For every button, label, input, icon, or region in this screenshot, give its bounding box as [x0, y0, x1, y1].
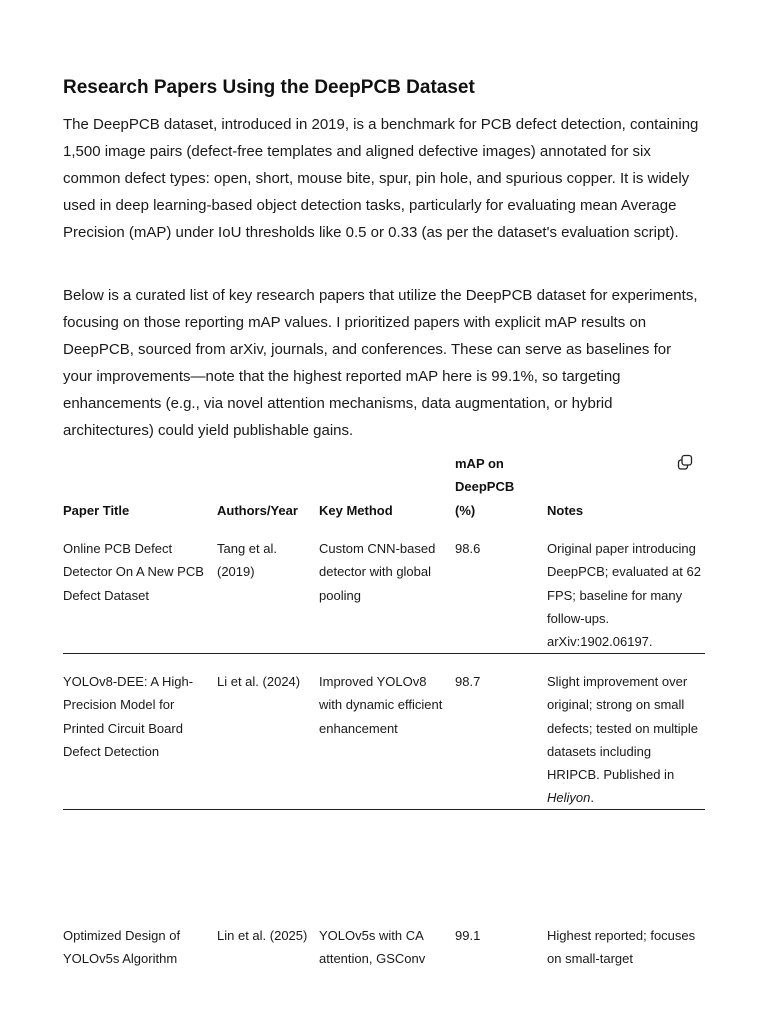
header-paper-title: Paper Title — [63, 503, 130, 518]
row-divider — [63, 653, 705, 654]
table-row-3-title: Optimized Design of YOLOv5s Algorithm — [63, 928, 181, 967]
table-row-1-map: 98.6 — [455, 541, 481, 556]
notes-suffix: . — [590, 790, 594, 806]
header-map: mAP on DeepPCB (%) — [455, 456, 515, 518]
table-row-3 — [63, 924, 705, 967]
header-authors-year: Authors/Year — [217, 503, 298, 518]
notes-text: Slight improvement over original; strong on small defects; tested on multiple datasets including HRIPCB. Published in — [547, 674, 699, 783]
list-paragraph: Below is a curated list of key research papers that utilize the DeepPCB dataset for experiments, focusing on those reporting mAP values. I prioritized papers with explicit mAP results on DeepPCB, sourced from arXiv, journals, and conferences. These can serve as baselines for your improvements—note that the highest reported mAP here is 99.1%, so targeting enhancements (e.g., via novel attention mechanisms, data augmentation, or hybrid architectures) could yield publishable gains. — [63, 287, 698, 439]
table-row-1-method: Custom CNN-based detector with global pooling — [319, 541, 436, 603]
row-divider — [63, 809, 705, 810]
copy-icon[interactable] — [677, 454, 693, 470]
table-row-3-map: 99.1 — [455, 928, 481, 943]
table-row-3-authors: Lin et al. (2025) — [217, 928, 308, 943]
table-row-3-method: YOLOv5s with CA attention, GSConv — [319, 928, 426, 967]
intro-paragraph: The DeepPCB dataset, introduced in 2019, is a benchmark for PCB defect detection, containing 1,500 image pairs (defect-free templates and aligned defective images) annotated for six common defect types: open, short, mouse bite, spur, pin hole, and spurious copper. It is widely used in deep learning-based object detection tasks, particularly for evaluating mean Average Precision (mAP) under IoU thresholds like 0.5 or 0.33 (as per the dataset's evaluation script). — [63, 116, 699, 241]
table-row-1-authors: Tang et al. (2019) — [217, 541, 277, 580]
header-key-method: Key Method — [319, 503, 393, 518]
table-row-2-authors: Li et al. (2024) — [217, 674, 301, 689]
table-row-3-notes: Highest reported; focuses on small-target — [547, 928, 696, 967]
table-row-1-notes: Original paper introducing DeepPCB; evaluated at 62 FPS; baseline for many follow-ups. arXiv:1902.06197. — [547, 541, 701, 650]
table-row-2-notes — [547, 670, 705, 810]
header-notes: Notes — [547, 503, 584, 518]
table-row-2-map: 98.7 — [455, 674, 481, 689]
table-row-1-title: Online PCB Defect Detector On A New PCB Defect Dataset — [63, 541, 204, 603]
journal-name: Heliyon — [547, 790, 591, 806]
table-row-2-method: Improved YOLOv8 with dynamic efficient enhancement — [319, 674, 443, 736]
page-title: Research Papers Using the DeepPCB Dataset — [63, 77, 475, 98]
table-row-2-title: YOLOv8-DEE: A High-Precision Model for Printed Circuit Board Defect Detection — [63, 674, 194, 759]
